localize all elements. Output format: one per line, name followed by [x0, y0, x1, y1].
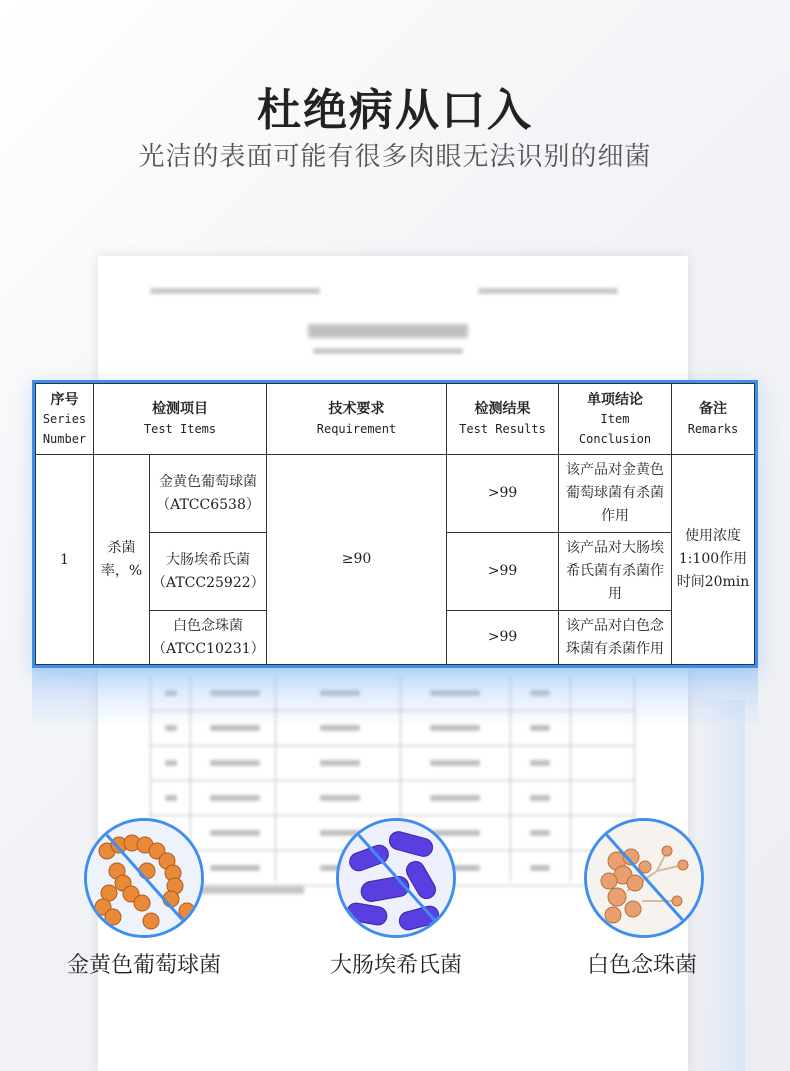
conclusion-cell: 该产品对白色念珠菌有杀菌作用 [559, 611, 672, 665]
remarks-cell: 使用浓度1:100作用时间20min [672, 455, 755, 665]
conclusion-cell: 该产品对大肠埃希氏菌有杀菌作用 [559, 533, 672, 611]
test-report-table [32, 380, 758, 668]
candida-icon [584, 818, 704, 938]
header-series: 序号 Series Number [36, 384, 94, 455]
staphylococcus-label: 金黄色葡萄球菌 [66, 953, 221, 978]
test-item-cell: 金黄色葡萄球菌（ATCC6538） [150, 455, 267, 533]
result-cell: >99 [447, 455, 559, 533]
table-header-row [36, 384, 755, 455]
e-coli-icon [336, 818, 456, 938]
page-subtitle: 光洁的表面可能有很多肉眼无法识别的细菌 [138, 142, 652, 172]
header-remarks: 备注 Remarks [672, 384, 755, 455]
result-cell: >99 [447, 611, 559, 665]
series-number-cell: 1 [36, 455, 94, 665]
decorative-stripe [700, 700, 745, 1071]
header-item-conclusion: 单项结论 Item Conclusion [559, 384, 672, 455]
test-item-cell: 大肠埃希氏菌（ATCC25922） [150, 533, 267, 611]
staphylococcus-icon [84, 818, 204, 938]
conclusion-cell: 该产品对金黄色葡萄球菌有杀菌作用 [559, 455, 672, 533]
header-test-results: 检测结果 Test Results [447, 384, 559, 455]
requirement-cell: ≥90 [267, 455, 447, 665]
test-item-cell: 白色念珠菌（ATCC10231） [150, 611, 267, 665]
item-category-cell: 杀菌率，% [94, 455, 150, 665]
header-requirement: 技术要求 Requirement [267, 384, 447, 455]
candida-label: 白色念珠菌 [586, 953, 697, 978]
table-glow [32, 668, 758, 728]
result-cell: >99 [447, 533, 559, 611]
page-title: 杜绝病从口入 [257, 85, 533, 136]
header-test-items: 检测项目 Test Items [94, 384, 267, 455]
e-coli-label: 大肠埃希氏菌 [329, 953, 462, 978]
table-row [36, 455, 755, 533]
